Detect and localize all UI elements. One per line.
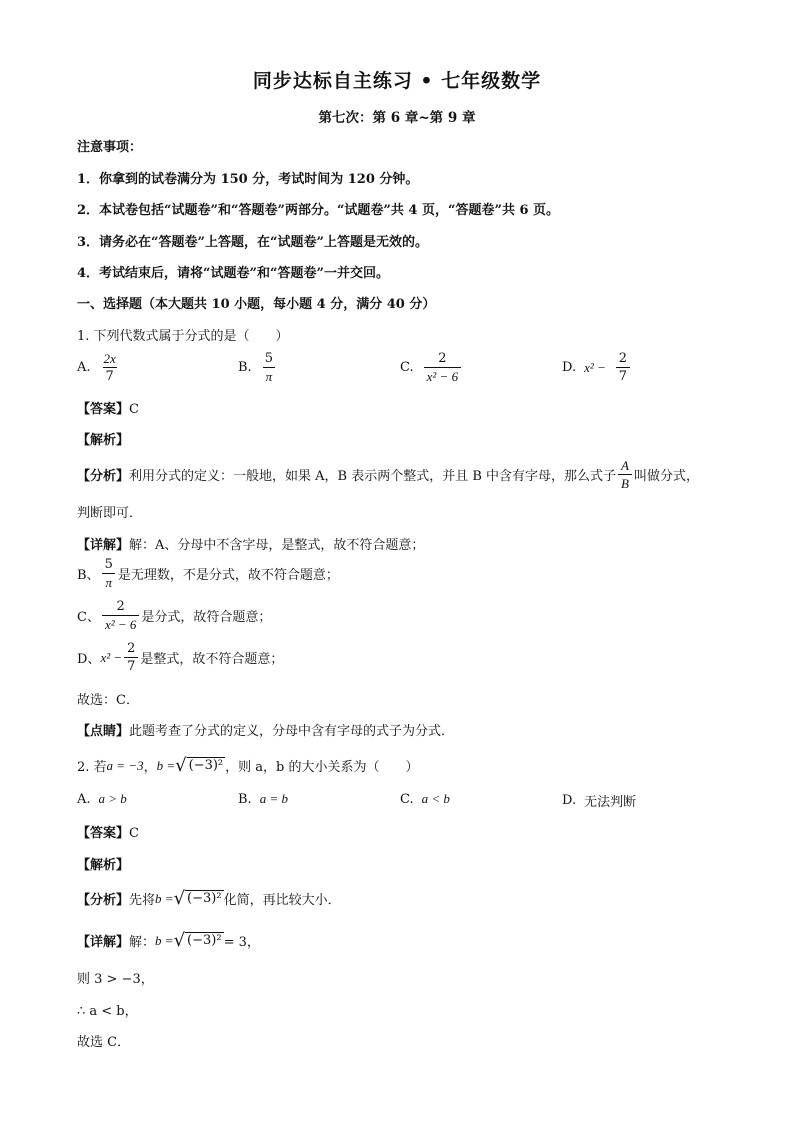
fraction-denominator: 7 — [103, 367, 117, 383]
fraction-numerator: A — [621, 458, 629, 473]
question-1-stem: 1. 下列代数式属于分式的是（ ） — [77, 329, 289, 344]
fraction — [102, 558, 116, 589]
note-item-1: 1．你拿到的试卷满分为 150 分，考试时间为 120 分钟。 — [77, 172, 419, 187]
line-prefix: B、 — [77, 568, 100, 583]
stem-a: a = −3 — [106, 757, 144, 773]
option-letter: B. — [238, 791, 252, 807]
q1-line-b — [77, 558, 339, 589]
fraction — [262, 352, 276, 383]
option-text: a < b — [421, 791, 450, 806]
fraction-denominator: x² − 6 — [102, 615, 139, 631]
fenxi-pre: 先将 — [129, 893, 156, 908]
option-letter: C. — [400, 791, 414, 807]
q1-line-c — [77, 600, 271, 631]
fraction-denominator: 7 — [124, 657, 138, 673]
q2-step-2: ∴ a < b， — [77, 1004, 138, 1019]
q1-option-d — [562, 352, 632, 383]
answer-value: C — [129, 826, 139, 841]
fraction-denominator: x² − 6 — [424, 367, 461, 383]
line-prefix: C、 — [77, 610, 100, 625]
stem-pre: 2. 若 — [77, 760, 107, 775]
fraction — [124, 642, 138, 673]
q2-option-c — [400, 791, 450, 807]
xiangjie-post: = 3， — [223, 935, 260, 950]
fraction-denominator: π — [263, 367, 276, 383]
xiangjie-pre: 解： — [129, 935, 156, 950]
q1-fenxi-line2: 判断即可． — [77, 506, 143, 521]
q1-dianjing — [77, 720, 454, 739]
radical-sign-icon: √ — [175, 755, 187, 776]
q2-step-1: 则 3 > −3， — [77, 972, 154, 987]
expression-lead: x² − — [584, 359, 606, 375]
q1-fenxi — [77, 459, 699, 490]
fraction-numerator: 5 — [264, 351, 273, 366]
fraction — [618, 459, 632, 490]
fraction-numerator: 2 — [116, 599, 125, 614]
q1-option-c — [400, 352, 463, 383]
stem-mid: ， — [143, 760, 157, 775]
radicand: (−3)² — [187, 891, 222, 906]
xiangjie-tag: 【详解】 — [77, 538, 130, 553]
square-root — [174, 930, 224, 951]
question-2-stem — [77, 755, 419, 776]
q2-fenxi — [77, 888, 341, 909]
fenxi-text: 利用分式的定义：一般地，如果 A，B 表示两个整式，并且 B 中含有字母，那么式子 — [129, 469, 617, 484]
line-text: 是分式，故符合题意； — [141, 610, 272, 625]
fraction-numerator: 2 — [618, 351, 628, 366]
fenxi-tag: 【分析】 — [77, 469, 130, 484]
option-letter: D. — [562, 793, 577, 808]
notes-heading: 注意事项： — [77, 140, 143, 155]
fraction-denominator: B — [618, 474, 632, 490]
option-text: 无法判断 — [584, 795, 637, 810]
expression-lead: x² − — [100, 649, 123, 665]
option-letter: A. — [77, 791, 91, 807]
line-text: 是整式，故不符合题意； — [140, 652, 284, 667]
radical-sign-icon: √ — [173, 930, 186, 951]
note-item-3: 3．请务必在“答题卷”上答题，在“试题卷”上答题是无效的。 — [77, 235, 428, 250]
dianjing-text: 此题考查了分式的定义，分母中含有字母的式子为分式． — [129, 724, 455, 739]
q1-conclusion: 故选：C． — [77, 693, 139, 708]
fenxi-tag: 【分析】 — [77, 893, 130, 908]
square-root — [175, 755, 225, 776]
option-text: a > b — [98, 791, 127, 806]
fraction — [424, 352, 461, 383]
fraction — [616, 352, 630, 383]
fraction-numerator: 5 — [104, 557, 113, 572]
answer-tag: 【答案】 — [77, 826, 130, 841]
q1-option-a — [77, 352, 121, 383]
q2-conclusion: 故选 C． — [77, 1035, 131, 1050]
radicand: (−3)² — [188, 758, 224, 773]
fenxi-tail: 叫做分式， — [634, 469, 700, 484]
xiangjie-b: b = — [155, 932, 174, 948]
q1-answer — [77, 398, 139, 417]
fraction-numerator: 2 — [438, 351, 447, 366]
q2-xiangjie — [77, 930, 260, 951]
q2-option-a — [77, 791, 127, 807]
fenxi-b: b = — [155, 890, 174, 906]
fraction-denominator: π — [102, 573, 115, 589]
section-heading: 一、选择题（本大题共 10 小题，每小题 4 分，满分 40 分） — [77, 297, 436, 312]
q1-xiangjie — [77, 534, 424, 553]
fraction-denominator: 7 — [616, 367, 630, 383]
answer-tag: 【答案】 — [77, 402, 130, 417]
line-prefix: D、 — [77, 652, 101, 667]
q2-option-b — [238, 791, 288, 807]
fraction — [101, 352, 119, 383]
xiangjie-tag: 【详解】 — [77, 935, 130, 950]
option-text: a = b — [259, 791, 288, 806]
square-root — [174, 888, 224, 909]
note-item-2: 2．本试卷包括“试题卷”和“答题卷”两部分。“试题卷”共 4 页，“答题卷”共 6 页。 — [77, 203, 560, 218]
q2-answer — [77, 822, 139, 841]
option-letter: B. — [238, 360, 252, 375]
q1-analysis-tag: 【解析】 — [77, 433, 130, 448]
line-text: 是无理数，不是分式，故不符合题意； — [117, 568, 339, 583]
option-letter: C. — [400, 360, 414, 375]
fraction-numerator: 2 — [127, 641, 136, 656]
radical-sign-icon: √ — [173, 888, 186, 909]
fraction — [102, 600, 139, 631]
option-letter: D. — [562, 360, 577, 375]
stem-post: ，则 a，b 的大小关系为（ ） — [225, 760, 419, 775]
q2-analysis-tag: 【解析】 — [77, 858, 130, 873]
stem-b: b = — [156, 757, 176, 773]
q2-option-d — [562, 791, 636, 810]
option-letter: A. — [77, 360, 91, 375]
fenxi-post: 化简，再比较大小． — [223, 893, 341, 908]
xiangjie-text: 解：A、分母中不含字母，是整式，故不符合题意； — [129, 538, 425, 553]
note-item-4: 4．考试结束后，请将“试题卷”和“答题卷”一并交回。 — [77, 266, 389, 281]
q1-line-d — [77, 642, 283, 673]
dianjing-tag: 【点睛】 — [77, 724, 130, 739]
page-title: 同步达标自主练习 • 七年级数学 — [252, 70, 542, 92]
fraction-numerator: 2x — [103, 351, 116, 366]
radicand: (−3)² — [187, 933, 222, 948]
answer-value: C — [129, 402, 139, 417]
q1-option-b — [238, 352, 278, 383]
page-subtitle: 第七次：第 6 章~第 9 章 — [318, 110, 476, 126]
